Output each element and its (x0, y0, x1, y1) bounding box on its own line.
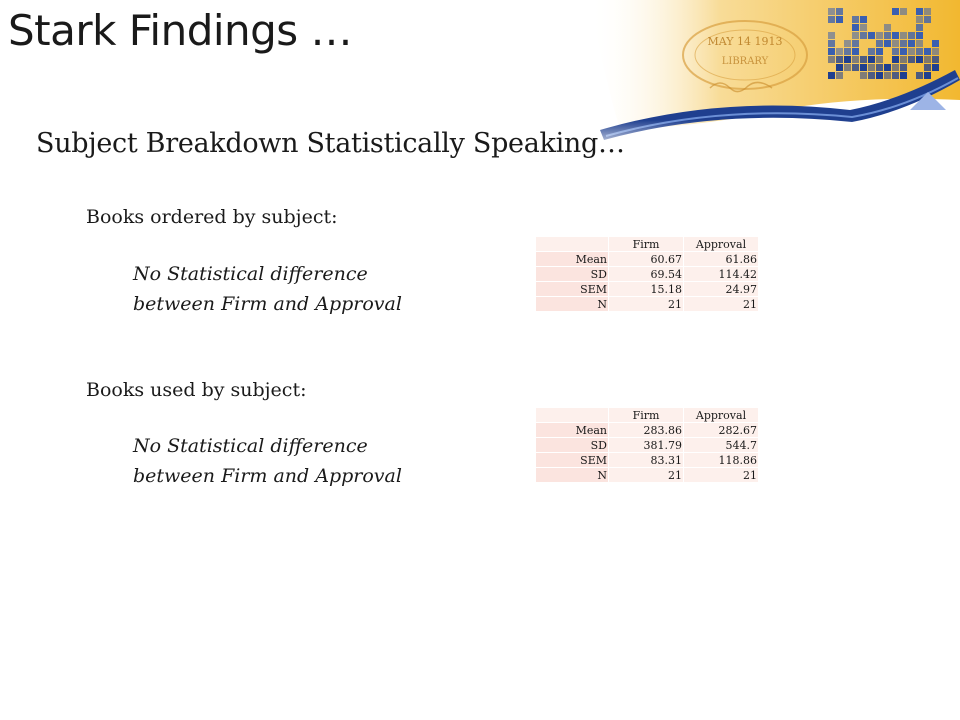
table-row (536, 423, 758, 437)
note-line: No Statistical difference (133, 435, 368, 457)
table-row (536, 282, 758, 296)
stamp-subtext: LIBRARY (721, 56, 769, 67)
table-cell: 282.67 (684, 423, 758, 437)
section-note-ordered (133, 259, 402, 319)
table-row (536, 453, 758, 467)
table-cell: 381.79 (609, 438, 683, 452)
note-line: between Firm and Approval (133, 465, 402, 487)
table-cell: 61.86 (684, 252, 758, 266)
slide-subtitle: Subject Breakdown Statistically Speaking… (36, 128, 625, 159)
table-cell: 83.31 (609, 453, 683, 467)
table-header-cell: Approval (684, 408, 758, 422)
table-cell: 24.97 (684, 282, 758, 296)
section-heading-ordered: Books ordered by subject: (86, 206, 338, 228)
slide-title: Stark Findings … (8, 6, 353, 55)
stats-table-used (535, 407, 759, 483)
table-cell: 21 (684, 468, 758, 482)
row-label: N (536, 297, 608, 311)
table-cell: 15.18 (609, 282, 683, 296)
row-label: SD (536, 267, 608, 281)
stamp-text: MAY 14 1913 (707, 35, 783, 48)
stats-table-ordered (535, 236, 759, 312)
note-line: between Firm and Approval (133, 293, 402, 315)
row-label: N (536, 468, 608, 482)
note-line: No Statistical difference (133, 263, 368, 285)
table-header-cell: Firm (609, 237, 683, 251)
row-label: SEM (536, 453, 608, 467)
table-cell: 60.67 (609, 252, 683, 266)
row-label: SD (536, 438, 608, 452)
table-row (536, 297, 758, 311)
table-cell: 21 (684, 297, 758, 311)
row-label: Mean (536, 423, 608, 437)
table-cell: 544.7 (684, 438, 758, 452)
table-cell: 118.86 (684, 453, 758, 467)
table-cell: 69.54 (609, 267, 683, 281)
table-header-cell: Approval (684, 237, 758, 251)
table-cell: 283.86 (609, 423, 683, 437)
table-row (536, 438, 758, 452)
table-header-cell (536, 408, 608, 422)
section-heading-used: Books used by subject: (86, 379, 307, 401)
table-row (536, 252, 758, 266)
section-note-used (133, 431, 402, 491)
table-header-row (536, 237, 758, 251)
table-header-cell (536, 237, 608, 251)
table-cell: 21 (609, 468, 683, 482)
table-row (536, 468, 758, 482)
table-header-cell: Firm (609, 408, 683, 422)
table-cell: 21 (609, 297, 683, 311)
table-cell: 114.42 (684, 267, 758, 281)
row-label: Mean (536, 252, 608, 266)
table-row (536, 267, 758, 281)
row-label: SEM (536, 282, 608, 296)
table-header-row (536, 408, 758, 422)
